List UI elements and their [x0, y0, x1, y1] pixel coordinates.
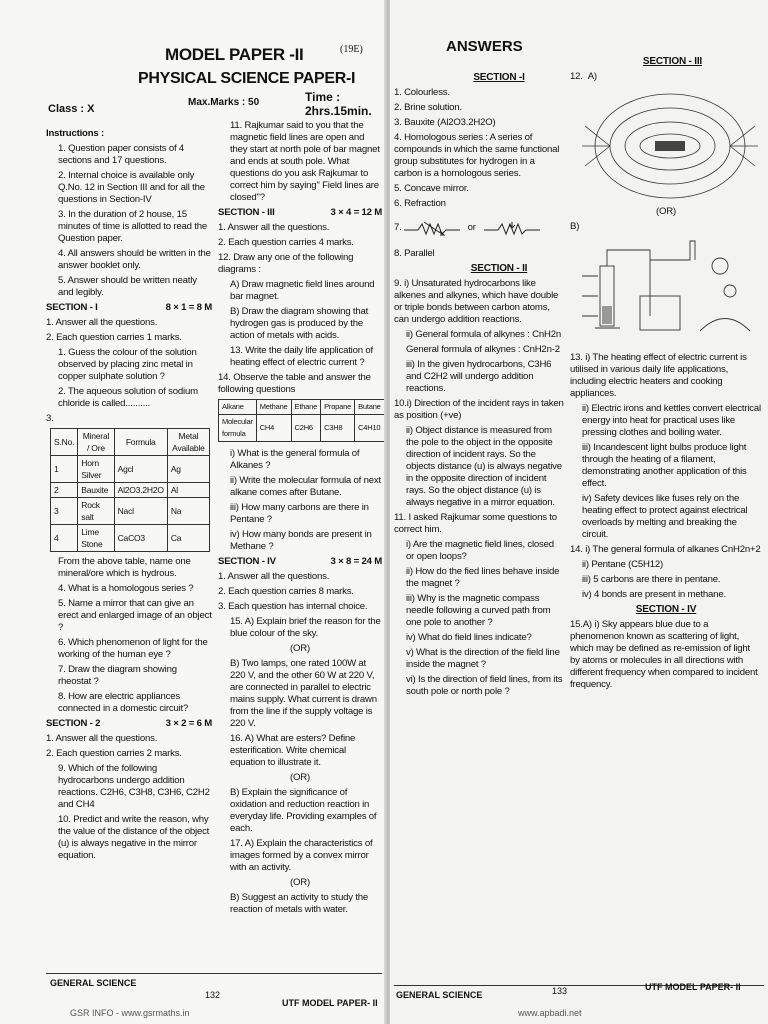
- right-column-1: [394, 72, 564, 701]
- section-3-rule-1: 1. Answer all the questions.: [218, 222, 330, 233]
- footer-page-number: 132: [205, 990, 221, 1000]
- answer-11: 11. I asked Rajkumar some questions to correct him.: [394, 512, 557, 535]
- answer-12b-label: B): [570, 221, 580, 232]
- question-17a: 17. A) Explain the characteristics of images formed by a convex mirror with an activity.: [230, 838, 373, 873]
- instruction-1: 1. Question paper consists of 4 sections and 17 questions.: [58, 143, 185, 166]
- footer-page-number: 133: [552, 986, 568, 996]
- table-header-row: Alkane Methane Ethane Propane Butane: [219, 400, 385, 415]
- answer-9-iii: iii) In the given hydrocarbons, C3H6 and C2H2 will undergo addition reactions.: [406, 359, 552, 394]
- bar-magnet-icon: [655, 141, 685, 151]
- hydrogen-gas-apparatus-diagram: [580, 236, 760, 346]
- question-2: 2. The aqueous solution of sodium chloride is called..........: [58, 386, 198, 409]
- table-row: 1 Horn Silver Agcl Ag: [51, 456, 210, 483]
- answer-14: 14. i) The general formula of alkanes CnH2n+2: [570, 544, 761, 555]
- paper-time: Time : 2hrs.15min.: [305, 90, 372, 118]
- rheostat-icon: [402, 220, 462, 236]
- answer-11-iv: iv) What do field lines indicate?: [406, 632, 532, 643]
- section-2-header: SECTION - 2 3 × 2 = 6 M: [46, 718, 212, 729]
- section-3-header: SECTION - III 3 × 4 = 12 M: [218, 207, 382, 218]
- question-6: 6. Which phenomenon of light for the working of the human eye ?: [58, 637, 208, 660]
- answer-13-iv: iv) Safety devices like fuses rely on the heating effect to protect against electrical overloads by melting and breaking the circuit.: [582, 493, 748, 540]
- answer-13-iii: iii) Incandescent light bulbs produce light through the heating of a filament, demonstrating another application of this effect.: [582, 442, 747, 489]
- answer-5: 5. Concave mirror.: [394, 183, 469, 194]
- answer-9: 9. i) Unsaturated hydrocarbons like alkenes and alkynes, which have double or triple bonds between carbon atoms, can undergo addition reactions.: [394, 278, 559, 325]
- paper-class: Class : X: [48, 103, 95, 115]
- table-row: 3 Rock salt Nacl Na: [51, 498, 210, 525]
- left-column-2: [218, 120, 382, 919]
- question-14-iii: iii) How many carbons are there in Pentane ?: [230, 502, 369, 525]
- question-15a: 15. A) Explain brief the reason for the blue colour of the sky.: [230, 616, 381, 639]
- answer-3: 3. Bauxite (Al2O3.2H2O): [394, 117, 496, 128]
- answer-12-or: (OR): [656, 206, 676, 217]
- answer-14-iv: iv) 4 bonds are present in methane.: [582, 589, 726, 600]
- question-14-ii: ii) Write the molecular formula of next alkane comes after Butane.: [230, 475, 381, 498]
- answer-15: 15.A) i) Sky appears blue due to a phenomenon known as scattering of light, which may be defined as re-emission of light by atoms or molecules in all directions with different frequency when compared to incident frequency.: [570, 619, 758, 690]
- mineral-table: [50, 428, 210, 552]
- answer-12: 12. A): [570, 71, 597, 82]
- answer-11-v: v) What is the direction of the field line inside the magnet ?: [406, 647, 560, 670]
- right-page: [390, 0, 768, 1024]
- question-16b: B) Explain the significance of oxidation and reduction reaction in everyday life. Providing examples of each.: [230, 787, 377, 834]
- footer-right: UTF MODEL PAPER- II: [282, 998, 378, 1008]
- question-14: 14. Observe the table and answer the following questions: [218, 372, 371, 395]
- answers-section-3-title: SECTION - III: [642, 56, 702, 67]
- paper-code: (19E): [340, 44, 363, 55]
- instructions-heading: Instructions :: [46, 128, 104, 139]
- section-3-rule-2: 2. Each question carries 4 marks.: [218, 237, 354, 248]
- section-4-rule-3: 3. Each question has internal choice.: [218, 601, 368, 612]
- magnetic-field-diagram: [580, 86, 760, 206]
- or-label: (OR): [290, 877, 310, 888]
- answer-9-ii-2: General formula of alkynes : CnH2n-2: [406, 344, 560, 355]
- question-9: 9. Which of the following hydrocarbons undergo addition reactions. C2H6, C3H8, C3H6, C2H2 and CH4: [58, 763, 210, 810]
- question-12b: B) Draw the diagram showing that hydrogen gas is produced by the action of metals with acids.: [230, 306, 369, 341]
- instruction-4: 4. All answers should be written in the answer booklet only.: [58, 248, 211, 271]
- table-row: Molecular formula CH4 C2H6 C3H8 C4H10: [219, 415, 385, 442]
- question-14-i: i) What is the general formula of Alkanes ?: [230, 448, 360, 471]
- answer-11-i: i) Are the magnetic field lines, closed or open loops?: [406, 539, 554, 562]
- answers-section-4-title: SECTION - IV: [635, 604, 697, 615]
- question-15b: B) Two lamps, one rated 100W at 220 V, and the other 60 W at 220 V, are connected in parallel to electric mains supply. What current is drawn from the line if the supply voltage is 220 V.: [230, 658, 377, 729]
- answer-10-i: 10.i) Direction of the incident rays in taken as position (+ve): [394, 398, 564, 421]
- alkane-table: [218, 399, 385, 442]
- section-1-header: SECTION - I 8 × 1 = 8 M: [46, 302, 212, 313]
- rheostat-symbols: 7. or: [394, 220, 564, 236]
- answer-2: 2. Brine solution.: [394, 102, 462, 113]
- paper-title: MODEL PAPER -II: [165, 45, 304, 64]
- question-14-iv: iv) How many bonds are present in Methane ?: [230, 529, 372, 552]
- paper-subtitle: PHYSICAL SCIENCE PAPER-I: [138, 70, 356, 87]
- section-1-rule-2: 2. Each question carries 1 marks.: [46, 332, 182, 343]
- table-row: 2 Bauxite Al2O3.2H2O Al: [51, 483, 210, 498]
- rheostat-alt-icon: [482, 220, 542, 236]
- question-12a: A) Draw magnetic field lines around bar magnet.: [230, 279, 375, 302]
- table-header-row: S.No. Mineral / Ore Formula Metal Available: [51, 429, 210, 456]
- section-4-rule-2: 2. Each question carries 8 marks.: [218, 586, 354, 597]
- section-2-rule-2: 2. Each question carries 2 marks.: [46, 748, 182, 759]
- answer-10-ii: ii) Object distance is measured from the pole to the object in the opposite direction of incident rays. So the objects distance (u) is always negative in the opposite direction of incident rays. So the object distance (u) is always negative in a mirror equation.: [406, 425, 562, 508]
- question-4: 4. What is a homologous series ?: [58, 583, 194, 594]
- instruction-3: 3. In the duration of 2 house, 15 minutes of time is allotted to read the Question paper.: [58, 209, 207, 244]
- answers-title: ANSWERS: [446, 38, 523, 55]
- question-3-text: From the above table, name one mineral/ore which is hydrous.: [58, 556, 191, 579]
- paper-marks: Max.Marks : 50: [188, 97, 260, 108]
- answer-13-ii: ii) Electric irons and kettles convert electrical energy into heat for practical uses like pressing clothes and boiling water.: [582, 403, 761, 438]
- instruction-2: 2. Internal choice is available only Q.No. 12 in Section III and for all the questions in Section-IV: [58, 170, 205, 205]
- right-column-2: [570, 56, 762, 694]
- question-11: 11. Rajkumar said to you that the magnetic field lines are open and they start at north pole of bar magnet and ends at south pole. What questions do you ask Rajkumar to correct him by saying" Field lines are closed"?: [230, 120, 380, 203]
- question-3: 3.: [46, 413, 54, 424]
- answer-11-vi: vi) Is the direction of field lines, from its south pole or north pole ?: [406, 674, 563, 697]
- answer-11-iii: iii) Why is the magnetic compass needle following a curved path from one pole to another ?: [406, 593, 551, 628]
- question-10: 10. Predict and write the reason, why the value of the distance of the object (u) is always negative in the mirror equation.: [58, 814, 210, 861]
- answer-11-ii: ii) How do the fied lines behave inside the magnet ?: [406, 566, 560, 589]
- section-4-rule-1: 1. Answer all the questions.: [218, 571, 330, 582]
- question-7: 7. Draw the diagram showing rheostat ?: [58, 664, 177, 687]
- section-1-rule-1: 1. Answer all the questions.: [46, 317, 158, 328]
- question-16a: 16. A) What are esters? Define esterification. Write chemical equation to illustrate it.: [230, 733, 356, 768]
- answer-6: 6. Refraction: [394, 198, 446, 209]
- footer-site: GSR INFO - www.gsrmaths.in: [70, 1008, 190, 1018]
- question-12: 12. Draw any one of the following diagrams :: [218, 252, 354, 275]
- section-2-rule-1: 1. Answer all the questions.: [46, 733, 158, 744]
- answer-4: 4. Homologous series : A series of compounds in which the same functional group substitutes for hydrogen in a carbon is a homologous series.: [394, 132, 560, 179]
- footer-left: GENERAL SCIENCE: [396, 990, 483, 1000]
- footer-site: www.apbadi.net: [518, 1008, 582, 1018]
- answer-1: 1. Colourless.: [394, 87, 450, 98]
- footer-left: GENERAL SCIENCE: [50, 978, 137, 988]
- question-8: 8. How are electric appliances connected in a domestic circuit?: [58, 691, 189, 714]
- answers-section-1-title: SECTION -I: [473, 72, 525, 83]
- table-row: 4 Lime Stone CaCO3 Ca: [51, 525, 210, 552]
- question-5: 5. Name a mirror that can give an erect and enlarged image of an object ?: [58, 598, 212, 633]
- answer-8: 8. Parallel: [394, 248, 435, 259]
- left-column-1: [46, 128, 212, 865]
- question-17b: B) Suggest an activity to study the reaction of metals with water.: [230, 892, 369, 915]
- answer-14-iii: iii) 5 carbons are there in pentane.: [582, 574, 721, 585]
- answers-section-2-title: SECTION - II: [470, 263, 528, 274]
- footer-right: UTF MODEL PAPER- II: [645, 982, 741, 992]
- section-4-header: SECTION - IV 3 × 8 = 24 M: [218, 556, 382, 567]
- question-13: 13. Write the daily life application of heating effect of electric current ?: [230, 345, 373, 368]
- answer-14-ii: ii) Pentane (C5H12): [582, 559, 663, 570]
- answer-13: 13. i) The heating effect of electric current is utilised in various daily life applications, including electric heaters and cooking appliances.: [570, 352, 747, 399]
- question-1: 1. Guess the colour of the solution observed by placing zinc metal in copper sulphate solution ?: [58, 347, 197, 382]
- instruction-5: 5. Answer should be written neatly and legibly.: [58, 275, 197, 298]
- or-label: (OR): [290, 643, 310, 654]
- answer-9-ii: ii) General formula of alkynes : CnH2n: [406, 329, 562, 340]
- or-label: (OR): [290, 772, 310, 783]
- footer-rule: [46, 973, 382, 974]
